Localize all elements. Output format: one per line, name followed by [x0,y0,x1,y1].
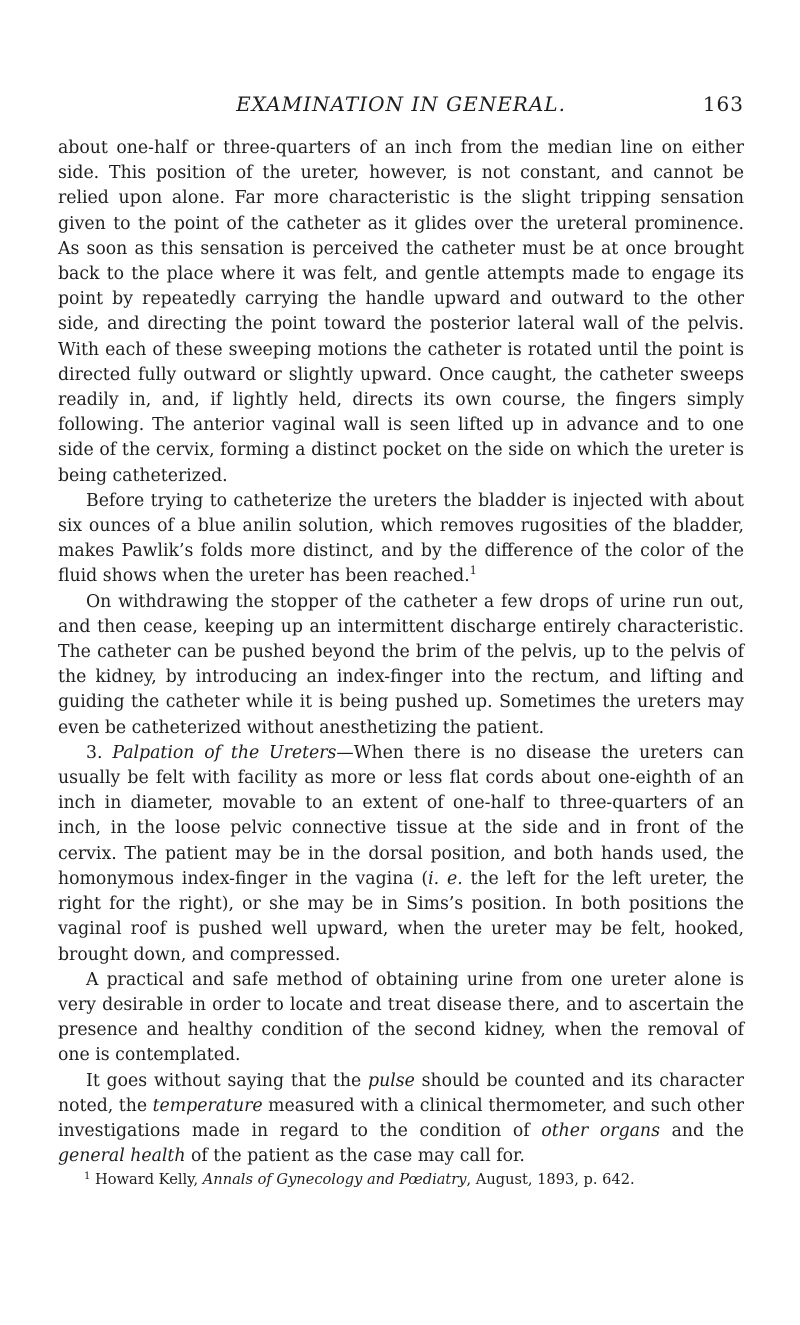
paragraph-5 [58,968,744,1069]
footnote-marker: 1 [84,1171,91,1183]
emphasis-general-health: general health [58,1146,186,1167]
running-head [58,92,744,126]
emphasis-temperature: temperature [152,1095,263,1116]
paragraph-2-text: Before trying to catheterize the ureters the bladder is injected with about six ounces of a blue anilin solution, which removes rugosities of the bladder, makes Pawlik’s folds more distinct, and by the difference of the color of the fluid shows when the ureter has been reached. [58,490,744,587]
abbreviation-ie: i. e. [428,868,463,889]
running-head-title: EXAMINATION IN GENERAL. [236,92,566,116]
paragraph-4-text-after: the left for the left ureter, the right for the right), or she may be in Sims’s position. In both positions the vaginal roof is pushed well upward, when the ureter may be felt, hooked, brought down, and compressed. [58,868,744,965]
emphasis-other-organs: other organs [541,1120,660,1141]
section-number: 3. [86,742,103,763]
paragraph-2 [58,489,744,590]
footnote-author: Howard Kelly, [95,1171,203,1189]
footnote-citation: , August, 1893, p. 642. [466,1171,635,1189]
emphasis-pulse: pulse [368,1070,415,1091]
paragraph-6-text-b: should be counted and its character noted, the [58,1070,744,1116]
paragraph-6-text-e: of the patient as the case may call for. [185,1146,525,1167]
paragraph-4-text: —When there is no disease the ureters can usually be felt with facility as more or less flat cords about one-eighth of an inch in diameter, movable to an extent of one-half to three-quarters of an inch, in the loose pelvic connective tissue at the side and in front of the cervix. The patient may be in the dorsal position, and both hands used, the homonymous index-finger in the vagina ( [58,742,744,889]
paragraph-3 [58,590,744,741]
book-page [58,92,744,1190]
paragraph-1 [58,136,744,489]
body-text [58,136,744,1190]
footnote [58,1170,744,1190]
footnote-journal: Annals of Gynecology and Pœdiatry [202,1171,467,1189]
footnote-reference: 1 [469,564,477,578]
paragraph-6 [58,1069,744,1170]
paragraph-3-text: On withdrawing the stopper of the catheter a few drops of urine run out, and then cease, keeping up an intermittent discharge entirely characteristic. The catheter can be pushed beyond the brim of the pelvis, up to the pelvis of the kidney, by introducing an index-finger into the rectum, and lifting and guiding the catheter while it is being pushed up. Sometimes the ureters may even be catheterized without anesthetizing the patient. [58,591,744,738]
section-heading: Palpation of the Ureters [112,742,337,763]
paragraph-6-text-d: and the [659,1120,744,1141]
paragraph-6-text-c: measured with a clinical thermometer, and such other investigations made in regard to the condition of [58,1095,744,1141]
paragraph-6-text-a: It goes without saying that the [86,1070,369,1091]
paragraph-4 [58,741,744,968]
paragraph-1-text: about one-half or three-quarters of an inch from the median line on either side. This position of the ureter, however, is not constant, and cannot be relied upon alone. Far more characteristic is the slight tripping sensation given to the point of the catheter as it glides over the ureteral prominence. As soon as this sensation is perceived the catheter must be at once brought back to the place where it was felt, and gentle attempts made to engage its point by repeatedly carrying the handle upward and outward to the other side, and directing the point toward the posterior lateral wall of the pelvis. With each of these sweeping motions the catheter is rotated until the point is directed fully outward or slightly upward. Once caught, the catheter sweeps readily in, and, if lightly held, directs its own course, the fingers simply following. The anterior vaginal wall is seen lifted up in advance and to one side of the cervix, forming a distinct pocket on the side on which the ureter is being catheterized. [58,138,744,486]
paragraph-5-text: A practical and safe method of obtaining urine from one ureter alone is very desirable in order to locate and treat disease there, and to ascertain the presence and healthy condition of the second kidney, when the removal of one is contemplated. [58,969,744,1066]
page-number: 163 [702,92,744,116]
